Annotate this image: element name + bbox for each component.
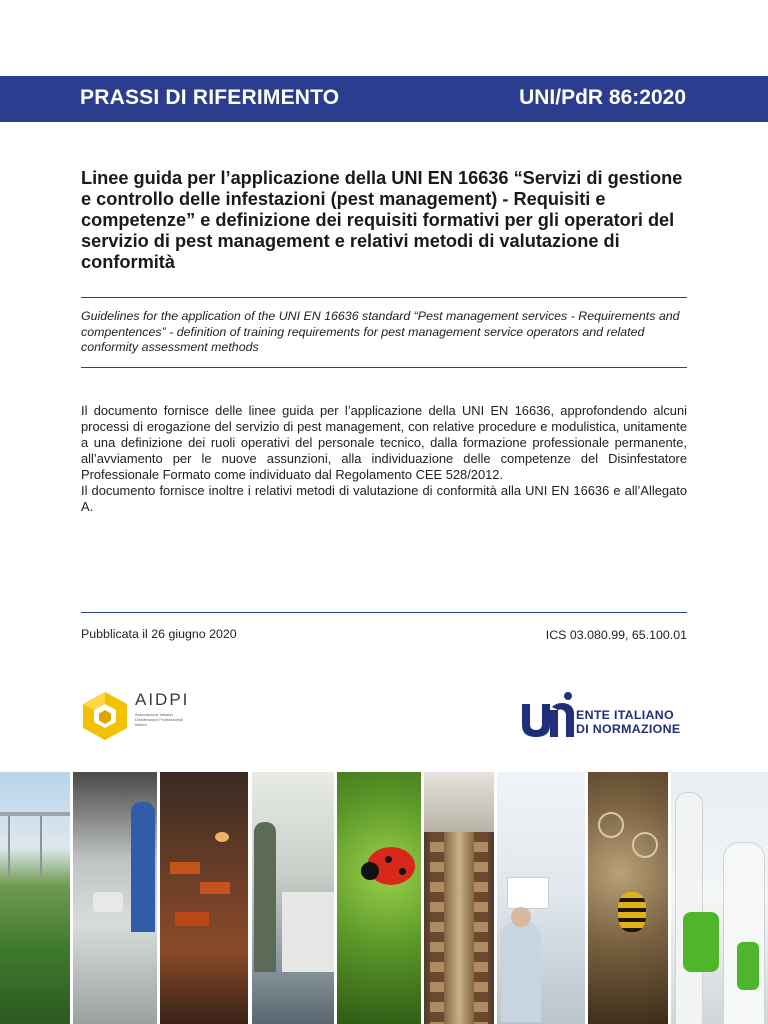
- aidpi-hexagon-icon: [80, 690, 130, 742]
- photo-strip: [0, 772, 768, 1024]
- publication-date: Pubblicata il 26 giugno 2020: [81, 627, 237, 641]
- photo-irrigation-field: [0, 772, 70, 1024]
- photo-cleaning-worker: [73, 772, 157, 1024]
- abstract-paragraph: Il documento fornisce inoltre i relativi metodi di valutazione di conformità alla UNI EN 16636 e all’Allegato A.: [81, 483, 687, 514]
- aidpi-name: AIDPI: [135, 690, 190, 709]
- uni-mark-icon: [520, 690, 576, 740]
- photo-sanitizing-outdoor: [252, 772, 334, 1024]
- series-label: PRASSI DI RIFERIMENTO: [80, 86, 340, 109]
- photo-disinfection-workers: [671, 772, 768, 1024]
- uni-name-line1: ENTE ITALIANO: [576, 708, 674, 722]
- aidpi-subtitle: Associazione Italiana Disinfestatori Professionisti Italiani: [135, 712, 184, 727]
- abstract: [81, 403, 687, 515]
- uni-name: [576, 708, 680, 736]
- document-title: Linee guida per l’applicazione della UNI EN 16636 “Servizi di gestione e controllo delle infestazioni (pest management) - Requisiti e competenze” e definizione dei requisiti formativi per gli operatori del servizio di pest management e relativi metodi di valutazione di conformità: [81, 168, 683, 272]
- ics-code: ICS 03.080.99, 65.100.01: [545, 628, 687, 642]
- uni-name-line2: DI NORMAZIONE: [576, 722, 681, 736]
- abstract-paragraph: Il documento fornisce delle linee guida per l’applicazione della UNI EN 16636, approfondendo alcuni processi di erogazione del servizio di pest management, con relative procedure e modulistica, unitamente a una definizione dei ruoli operativi del personale tecnico, dalla formazione professionale permanente, all’avviamento per le nuove assunzioni, alla individuazione delle competenze del Disinfestatore Professionale Formato come individuato dal Regolamento CEE 528/2012.: [81, 403, 687, 482]
- aidpi-logo: [80, 690, 200, 742]
- photo-restaurant: [160, 772, 248, 1024]
- document-code: UNI/PdR 86:2020: [519, 86, 686, 109]
- photo-office-training: [497, 772, 585, 1024]
- photo-wasp-nest: [588, 772, 668, 1024]
- english-title: Guidelines for the application of the UNI EN 16636 standard “Pest management services - Requirements and compentences” - definition of training requirements for pest management service operators and related conformity assessment methods: [81, 309, 680, 354]
- header-band: [0, 76, 768, 122]
- uni-logo: [520, 690, 690, 740]
- photo-ladybug: [337, 772, 421, 1024]
- divider: [81, 612, 687, 613]
- divider: [81, 297, 687, 298]
- photo-warehouse: [424, 772, 494, 1024]
- divider: [81, 367, 687, 368]
